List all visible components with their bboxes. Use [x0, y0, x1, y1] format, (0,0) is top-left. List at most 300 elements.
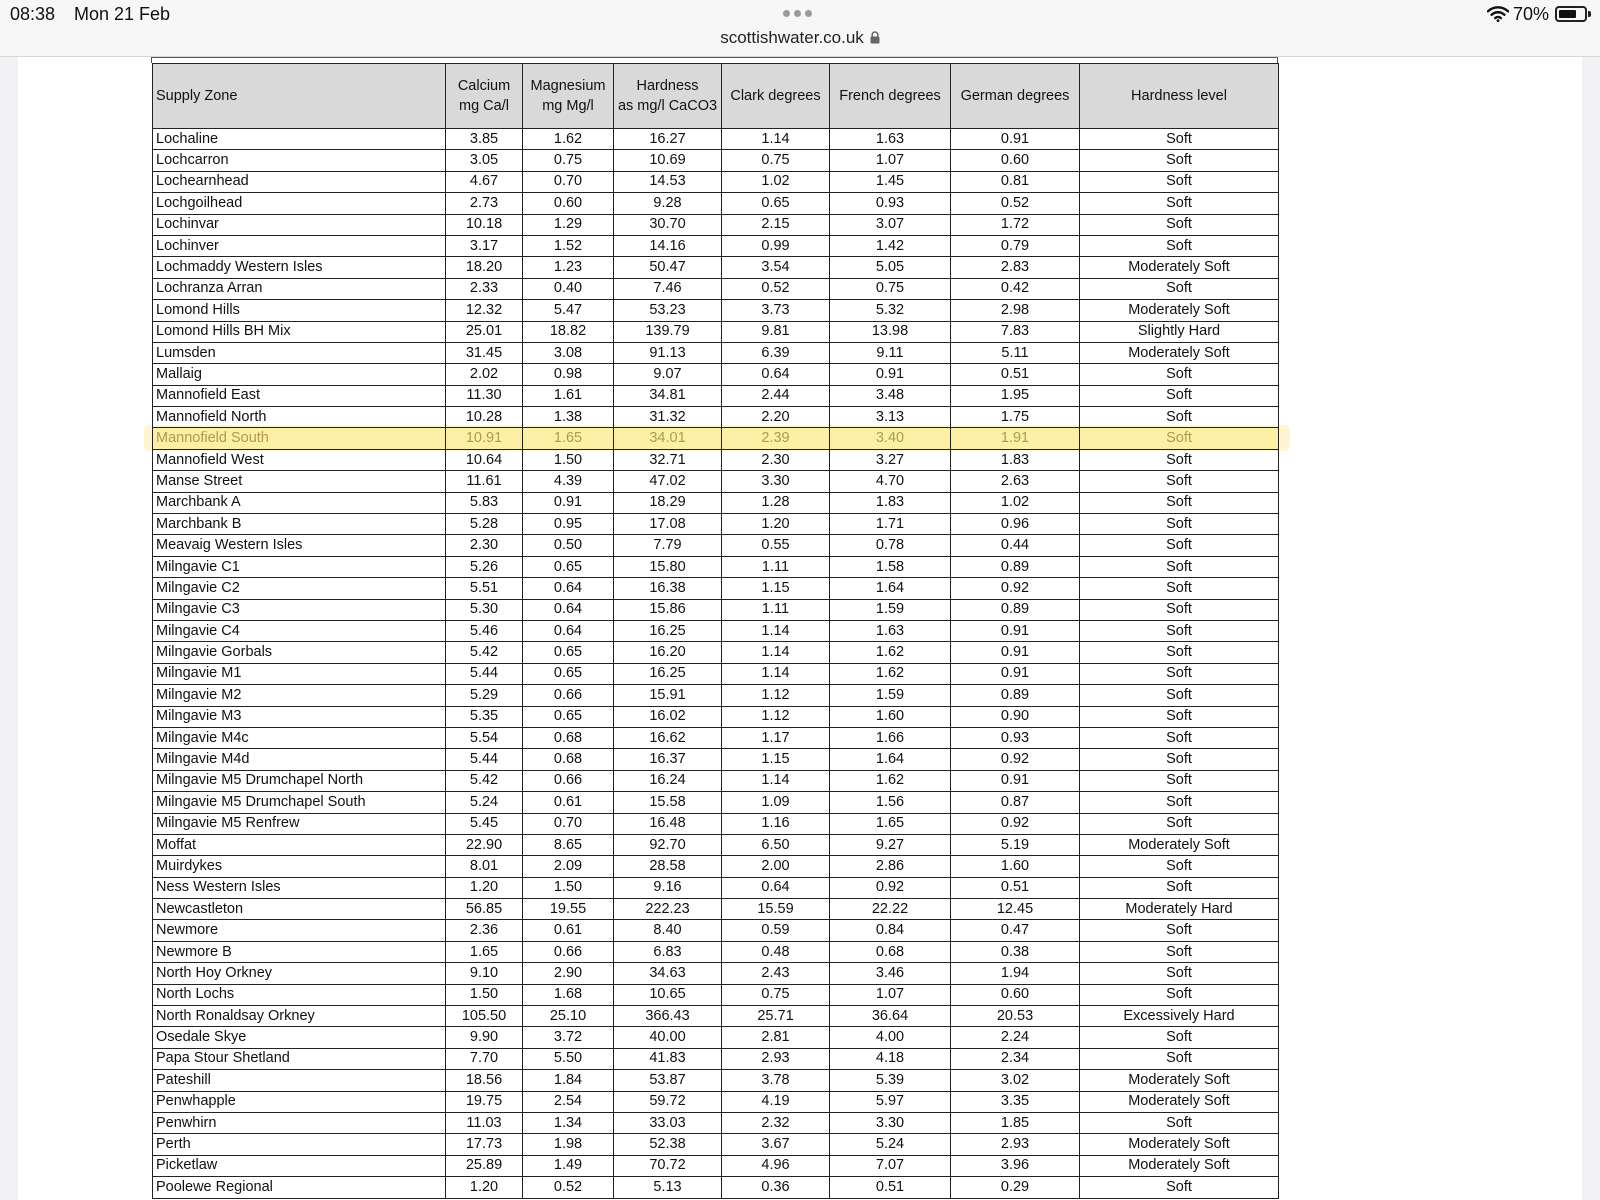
- table-row: [153, 556, 1279, 577]
- cell-hardness-level: Soft: [1080, 856, 1279, 877]
- cell-french-degrees: 1.56: [830, 792, 951, 813]
- cell-clark-degrees: 1.17: [722, 727, 830, 748]
- cell-german-degrees: 0.42: [951, 278, 1080, 299]
- cell-hardness: 34.01: [614, 428, 722, 449]
- cell-hardness-level: Soft: [1080, 1112, 1279, 1133]
- table-row: [153, 1155, 1279, 1176]
- cell-calcium: 1.20: [446, 1177, 523, 1198]
- cell-calcium: 18.56: [446, 1070, 523, 1091]
- cell-hardness-level: Soft: [1080, 449, 1279, 470]
- cell-clark-degrees: 1.12: [722, 685, 830, 706]
- table-row: [153, 899, 1279, 920]
- cell-german-degrees: 0.52: [951, 193, 1080, 214]
- cell-magnesium: 25.10: [523, 1006, 614, 1027]
- cell-calcium: 5.42: [446, 642, 523, 663]
- cell-clark-degrees: 2.20: [722, 407, 830, 428]
- cell-hardness: 16.20: [614, 642, 722, 663]
- cell-calcium: 5.28: [446, 514, 523, 535]
- cell-clark-degrees: 15.59: [722, 899, 830, 920]
- header-french-degrees: French degrees: [830, 64, 951, 129]
- cell-hardness: 222.23: [614, 899, 722, 920]
- cell-german-degrees: 0.60: [951, 150, 1080, 171]
- cell-magnesium: 5.47: [523, 300, 614, 321]
- cell-french-degrees: 1.59: [830, 685, 951, 706]
- cell-french-degrees: 1.83: [830, 492, 951, 513]
- cell-magnesium: 0.70: [523, 813, 614, 834]
- cell-hardness-level: Moderately Soft: [1080, 257, 1279, 278]
- cell-supply-zone: Lumsden: [153, 342, 446, 363]
- cell-hardness-level: Soft: [1080, 770, 1279, 791]
- cell-hardness: 70.72: [614, 1155, 722, 1176]
- cell-clark-degrees: 1.02: [722, 171, 830, 192]
- cell-calcium: 2.33: [446, 278, 523, 299]
- table-body: [153, 129, 1279, 1199]
- cell-french-degrees: 36.64: [830, 1006, 951, 1027]
- cell-supply-zone: North Hoy Orkney: [153, 963, 446, 984]
- cell-clark-degrees: 25.71: [722, 1006, 830, 1027]
- multitasking-dots-icon[interactable]: [783, 10, 817, 24]
- cell-hardness-level: Slightly Hard: [1080, 321, 1279, 342]
- cell-french-degrees: 1.59: [830, 599, 951, 620]
- status-time: 08:38: [10, 4, 56, 24]
- cell-hardness-level: Soft: [1080, 364, 1279, 385]
- cell-hardness-level: Soft: [1080, 428, 1279, 449]
- cell-hardness-level: Soft: [1080, 193, 1279, 214]
- cell-supply-zone: Osedale Skye: [153, 1027, 446, 1048]
- cell-calcium: 3.05: [446, 150, 523, 171]
- cell-clark-degrees: 1.14: [722, 663, 830, 684]
- cell-supply-zone: Lochgoilhead: [153, 193, 446, 214]
- cell-hardness-level: Soft: [1080, 813, 1279, 834]
- cell-hardness-level: Moderately Soft: [1080, 1070, 1279, 1091]
- cell-calcium: 31.45: [446, 342, 523, 363]
- cell-french-degrees: 4.18: [830, 1048, 951, 1069]
- cell-french-degrees: 1.62: [830, 642, 951, 663]
- cell-calcium: 5.83: [446, 492, 523, 513]
- cell-magnesium: 0.95: [523, 514, 614, 535]
- cell-clark-degrees: 2.15: [722, 214, 830, 235]
- cell-german-degrees: 0.93: [951, 727, 1080, 748]
- cell-german-degrees: 3.96: [951, 1155, 1080, 1176]
- cell-french-degrees: 1.58: [830, 556, 951, 577]
- cell-french-degrees: 3.13: [830, 407, 951, 428]
- table-row: [153, 342, 1279, 363]
- cell-german-degrees: 5.11: [951, 342, 1080, 363]
- cell-supply-zone: Milngavie M4c: [153, 727, 446, 748]
- cell-clark-degrees: 6.50: [722, 834, 830, 855]
- cell-magnesium: 0.91: [523, 492, 614, 513]
- cell-clark-degrees: 0.52: [722, 278, 830, 299]
- cell-french-degrees: 5.24: [830, 1134, 951, 1155]
- cell-french-degrees: 1.63: [830, 129, 951, 150]
- cell-hardness: 15.80: [614, 556, 722, 577]
- cell-supply-zone: North Lochs: [153, 984, 446, 1005]
- cell-german-degrees: 2.93: [951, 1134, 1080, 1155]
- cell-calcium: 5.24: [446, 792, 523, 813]
- cell-clark-degrees: 3.73: [722, 300, 830, 321]
- table-row: [153, 129, 1279, 150]
- table-row: [153, 770, 1279, 791]
- cell-calcium: 2.02: [446, 364, 523, 385]
- cell-hardness: 16.37: [614, 749, 722, 770]
- cell-clark-degrees: 4.19: [722, 1091, 830, 1112]
- cell-magnesium: 2.54: [523, 1091, 614, 1112]
- status-date: Mon 21 Feb: [74, 4, 171, 24]
- cell-clark-degrees: 3.67: [722, 1134, 830, 1155]
- cell-calcium: 10.64: [446, 449, 523, 470]
- cell-magnesium: 0.64: [523, 599, 614, 620]
- cell-clark-degrees: 1.20: [722, 514, 830, 535]
- cell-french-degrees: 1.65: [830, 813, 951, 834]
- cell-french-degrees: 5.97: [830, 1091, 951, 1112]
- cell-french-degrees: 1.60: [830, 706, 951, 727]
- cell-french-degrees: 1.64: [830, 749, 951, 770]
- cell-clark-degrees: 2.00: [722, 856, 830, 877]
- cell-french-degrees: 5.05: [830, 257, 951, 278]
- cell-hardness: 15.86: [614, 599, 722, 620]
- wifi-icon: [1487, 5, 1509, 27]
- cell-german-degrees: 1.02: [951, 492, 1080, 513]
- cell-calcium: 56.85: [446, 899, 523, 920]
- cell-french-degrees: 0.75: [830, 278, 951, 299]
- cell-calcium: 11.30: [446, 385, 523, 406]
- cell-french-degrees: 13.98: [830, 321, 951, 342]
- table-row: [153, 428, 1279, 449]
- cell-magnesium: 4.39: [523, 471, 614, 492]
- cell-calcium: 3.85: [446, 129, 523, 150]
- table-row: [153, 941, 1279, 962]
- cell-german-degrees: 1.94: [951, 963, 1080, 984]
- table-row: [153, 620, 1279, 641]
- table-row: [153, 813, 1279, 834]
- cell-hardness: 18.29: [614, 492, 722, 513]
- cell-german-degrees: 0.92: [951, 749, 1080, 770]
- cell-supply-zone: Mannofield South: [153, 428, 446, 449]
- cell-clark-degrees: 3.54: [722, 257, 830, 278]
- cell-hardness-level: Soft: [1080, 877, 1279, 898]
- cell-hardness: 8.40: [614, 920, 722, 941]
- table-row: [153, 877, 1279, 898]
- cell-german-degrees: 0.92: [951, 578, 1080, 599]
- cell-hardness-level: Soft: [1080, 727, 1279, 748]
- cell-clark-degrees: 1.15: [722, 578, 830, 599]
- cell-magnesium: 0.52: [523, 1177, 614, 1198]
- cell-hardness-level: Soft: [1080, 792, 1279, 813]
- cell-clark-degrees: 0.75: [722, 150, 830, 171]
- cell-hardness: 9.07: [614, 364, 722, 385]
- cell-calcium: 2.36: [446, 920, 523, 941]
- address-bar[interactable]: [0, 28, 1600, 49]
- cell-calcium: 10.18: [446, 214, 523, 235]
- url-text: scottishwater.co.uk: [720, 28, 864, 47]
- cell-magnesium: 1.84: [523, 1070, 614, 1091]
- cell-german-degrees: 1.83: [951, 449, 1080, 470]
- water-hardness-table: [152, 63, 1279, 1199]
- cell-french-degrees: 0.51: [830, 1177, 951, 1198]
- cell-german-degrees: 0.79: [951, 235, 1080, 256]
- cell-clark-degrees: 1.14: [722, 129, 830, 150]
- cell-clark-degrees: 0.99: [722, 235, 830, 256]
- cell-clark-degrees: 2.93: [722, 1048, 830, 1069]
- cell-calcium: 1.20: [446, 877, 523, 898]
- table-row: [153, 706, 1279, 727]
- cell-french-degrees: 1.07: [830, 150, 951, 171]
- cell-clark-degrees: 2.44: [722, 385, 830, 406]
- cell-magnesium: 0.61: [523, 792, 614, 813]
- cell-clark-degrees: 0.75: [722, 984, 830, 1005]
- table-row: [153, 1070, 1279, 1091]
- cell-german-degrees: 0.91: [951, 642, 1080, 663]
- table-row: [153, 984, 1279, 1005]
- cell-clark-degrees: 2.81: [722, 1027, 830, 1048]
- cell-hardness: 7.46: [614, 278, 722, 299]
- cell-hardness: 16.27: [614, 129, 722, 150]
- cell-hardness-level: Moderately Soft: [1080, 1155, 1279, 1176]
- cell-german-degrees: 0.89: [951, 599, 1080, 620]
- cell-french-degrees: 1.63: [830, 620, 951, 641]
- table-row: [153, 1177, 1279, 1198]
- cell-hardness-level: Soft: [1080, 278, 1279, 299]
- cell-french-degrees: 3.48: [830, 385, 951, 406]
- cell-magnesium: 3.72: [523, 1027, 614, 1048]
- cell-supply-zone: Milngavie M4d: [153, 749, 446, 770]
- cell-hardness: 9.16: [614, 877, 722, 898]
- cell-german-degrees: 0.96: [951, 514, 1080, 535]
- cell-magnesium: 0.64: [523, 620, 614, 641]
- cell-supply-zone: Meavaig Western Isles: [153, 535, 446, 556]
- table-row: [153, 1006, 1279, 1027]
- cell-french-degrees: 22.22: [830, 899, 951, 920]
- cell-german-degrees: 7.83: [951, 321, 1080, 342]
- cell-hardness: 6.83: [614, 941, 722, 962]
- table-row: [153, 278, 1279, 299]
- cell-german-degrees: 20.53: [951, 1006, 1080, 1027]
- cell-hardness-level: Soft: [1080, 556, 1279, 577]
- cell-supply-zone: Penwhapple: [153, 1091, 446, 1112]
- cell-calcium: 4.67: [446, 171, 523, 192]
- cell-german-degrees: 0.47: [951, 920, 1080, 941]
- cell-french-degrees: 1.42: [830, 235, 951, 256]
- cell-magnesium: 1.49: [523, 1155, 614, 1176]
- cell-hardness-level: Soft: [1080, 620, 1279, 641]
- cell-french-degrees: 0.91: [830, 364, 951, 385]
- cell-clark-degrees: 1.14: [722, 642, 830, 663]
- cell-hardness: 16.48: [614, 813, 722, 834]
- cell-supply-zone: Pateshill: [153, 1070, 446, 1091]
- cell-magnesium: 0.98: [523, 364, 614, 385]
- cell-calcium: 1.65: [446, 941, 523, 962]
- cell-clark-degrees: 1.15: [722, 749, 830, 770]
- cell-supply-zone: Newcastleton: [153, 899, 446, 920]
- table-row: [153, 1134, 1279, 1155]
- cell-french-degrees: 1.45: [830, 171, 951, 192]
- cell-french-degrees: 1.62: [830, 770, 951, 791]
- cell-hardness-level: Soft: [1080, 984, 1279, 1005]
- cell-supply-zone: Lochearnhead: [153, 171, 446, 192]
- cell-supply-zone: Milngavie M5 Renfrew: [153, 813, 446, 834]
- cell-german-degrees: 0.92: [951, 813, 1080, 834]
- cell-german-degrees: 3.35: [951, 1091, 1080, 1112]
- cell-calcium: 19.75: [446, 1091, 523, 1112]
- cell-clark-degrees: 0.36: [722, 1177, 830, 1198]
- cell-calcium: 5.54: [446, 727, 523, 748]
- cell-calcium: 3.17: [446, 235, 523, 256]
- cell-clark-degrees: 9.81: [722, 321, 830, 342]
- table-row: [153, 385, 1279, 406]
- cell-calcium: 7.70: [446, 1048, 523, 1069]
- cell-hardness-level: Soft: [1080, 920, 1279, 941]
- cell-hardness: 16.62: [614, 727, 722, 748]
- cell-magnesium: 0.68: [523, 727, 614, 748]
- cell-calcium: 5.44: [446, 663, 523, 684]
- cell-german-degrees: 0.91: [951, 663, 1080, 684]
- cell-magnesium: 8.65: [523, 834, 614, 855]
- cell-supply-zone: Picketlaw: [153, 1155, 446, 1176]
- cell-german-degrees: 1.60: [951, 856, 1080, 877]
- cell-hardness: 47.02: [614, 471, 722, 492]
- cell-magnesium: 0.66: [523, 770, 614, 791]
- cell-french-degrees: 0.84: [830, 920, 951, 941]
- cell-magnesium: 1.52: [523, 235, 614, 256]
- cell-hardness: 10.69: [614, 150, 722, 171]
- cell-magnesium: 1.65: [523, 428, 614, 449]
- cell-french-degrees: 2.86: [830, 856, 951, 877]
- cell-french-degrees: 4.00: [830, 1027, 951, 1048]
- cell-hardness-level: Soft: [1080, 663, 1279, 684]
- cell-german-degrees: 0.51: [951, 877, 1080, 898]
- cell-clark-degrees: 1.11: [722, 556, 830, 577]
- cell-supply-zone: Muirdykes: [153, 856, 446, 877]
- cell-calcium: 17.73: [446, 1134, 523, 1155]
- cell-hardness: 52.38: [614, 1134, 722, 1155]
- cell-hardness: 14.16: [614, 235, 722, 256]
- cell-hardness: 16.25: [614, 663, 722, 684]
- cell-magnesium: 1.23: [523, 257, 614, 278]
- cell-supply-zone: Manse Street: [153, 471, 446, 492]
- cell-german-degrees: 0.89: [951, 556, 1080, 577]
- cell-french-degrees: 5.39: [830, 1070, 951, 1091]
- cell-german-degrees: 2.83: [951, 257, 1080, 278]
- cell-magnesium: 1.98: [523, 1134, 614, 1155]
- table-row: [153, 407, 1279, 428]
- cell-hardness: 34.63: [614, 963, 722, 984]
- cell-hardness-level: Soft: [1080, 129, 1279, 150]
- cell-french-degrees: 3.07: [830, 214, 951, 235]
- cell-hardness: 15.91: [614, 685, 722, 706]
- cell-hardness: 91.13: [614, 342, 722, 363]
- cell-supply-zone: Milngavie Gorbals: [153, 642, 446, 663]
- cell-hardness-level: Soft: [1080, 235, 1279, 256]
- cell-hardness-level: Soft: [1080, 578, 1279, 599]
- cell-supply-zone: Penwhirn: [153, 1112, 446, 1133]
- table-row: [153, 834, 1279, 855]
- cell-german-degrees: 5.19: [951, 834, 1080, 855]
- cell-german-degrees: 0.90: [951, 706, 1080, 727]
- cell-hardness: 7.79: [614, 535, 722, 556]
- header-calcium: Calcium mg Ca/l: [446, 64, 523, 129]
- cell-calcium: 2.73: [446, 193, 523, 214]
- cell-calcium: 5.29: [446, 685, 523, 706]
- cell-german-degrees: 1.75: [951, 407, 1080, 428]
- cell-hardness: 9.28: [614, 193, 722, 214]
- cell-german-degrees: 12.45: [951, 899, 1080, 920]
- cell-magnesium: 2.09: [523, 856, 614, 877]
- cell-calcium: 8.01: [446, 856, 523, 877]
- cell-clark-degrees: 2.30: [722, 449, 830, 470]
- cell-hardness: 34.81: [614, 385, 722, 406]
- cell-hardness: 40.00: [614, 1027, 722, 1048]
- battery-percent: 70%: [1513, 4, 1550, 24]
- cell-calcium: 10.28: [446, 407, 523, 428]
- cell-supply-zone: Milngavie C2: [153, 578, 446, 599]
- cell-clark-degrees: 3.30: [722, 471, 830, 492]
- cell-clark-degrees: 1.14: [722, 620, 830, 641]
- cell-magnesium: 0.65: [523, 556, 614, 577]
- cell-magnesium: 1.50: [523, 449, 614, 470]
- cell-hardness-level: Soft: [1080, 492, 1279, 513]
- cell-french-degrees: 1.71: [830, 514, 951, 535]
- browser-top-bar: [0, 0, 1600, 57]
- cell-calcium: 5.30: [446, 599, 523, 620]
- cell-magnesium: 0.65: [523, 706, 614, 727]
- cell-calcium: 18.20: [446, 257, 523, 278]
- cell-hardness-level: Moderately Hard: [1080, 899, 1279, 920]
- cell-supply-zone: Moffat: [153, 834, 446, 855]
- table-row: [153, 1091, 1279, 1112]
- cell-hardness-level: Soft: [1080, 471, 1279, 492]
- cell-hardness-level: Moderately Soft: [1080, 1134, 1279, 1155]
- cell-german-degrees: 0.51: [951, 364, 1080, 385]
- battery-nub: [1588, 11, 1591, 17]
- cell-hardness-level: Soft: [1080, 385, 1279, 406]
- cell-magnesium: 0.65: [523, 642, 614, 663]
- cell-french-degrees: 9.27: [830, 834, 951, 855]
- cell-supply-zone: Ness Western Isles: [153, 877, 446, 898]
- cell-clark-degrees: 0.59: [722, 920, 830, 941]
- cell-magnesium: 0.50: [523, 535, 614, 556]
- cell-french-degrees: 9.11: [830, 342, 951, 363]
- cell-magnesium: 0.40: [523, 278, 614, 299]
- battery-icon: [1555, 6, 1587, 22]
- cell-supply-zone: Mallaig: [153, 364, 446, 385]
- cell-calcium: 9.90: [446, 1027, 523, 1048]
- table-row: [153, 856, 1279, 877]
- cell-supply-zone: Poolewe Regional: [153, 1177, 446, 1198]
- table-row: [153, 193, 1279, 214]
- cell-french-degrees: 3.46: [830, 963, 951, 984]
- cell-german-degrees: 1.95: [951, 385, 1080, 406]
- cell-calcium: 5.46: [446, 620, 523, 641]
- table-row: [153, 321, 1279, 342]
- cell-supply-zone: Perth: [153, 1134, 446, 1155]
- cell-supply-zone: Marchbank A: [153, 492, 446, 513]
- cell-supply-zone: Milngavie C4: [153, 620, 446, 641]
- cell-supply-zone: Lochcarron: [153, 150, 446, 171]
- cell-magnesium: 1.68: [523, 984, 614, 1005]
- cell-clark-degrees: 1.12: [722, 706, 830, 727]
- cell-hardness-level: Moderately Soft: [1080, 1091, 1279, 1112]
- cell-french-degrees: 4.70: [830, 471, 951, 492]
- cell-magnesium: 18.82: [523, 321, 614, 342]
- cell-magnesium: 0.61: [523, 920, 614, 941]
- table-row: [153, 492, 1279, 513]
- cell-french-degrees: 0.93: [830, 193, 951, 214]
- table-row: [153, 257, 1279, 278]
- cell-french-degrees: 1.64: [830, 578, 951, 599]
- cell-magnesium: 0.75: [523, 150, 614, 171]
- cell-german-degrees: 1.85: [951, 1112, 1080, 1133]
- cell-magnesium: 1.50: [523, 877, 614, 898]
